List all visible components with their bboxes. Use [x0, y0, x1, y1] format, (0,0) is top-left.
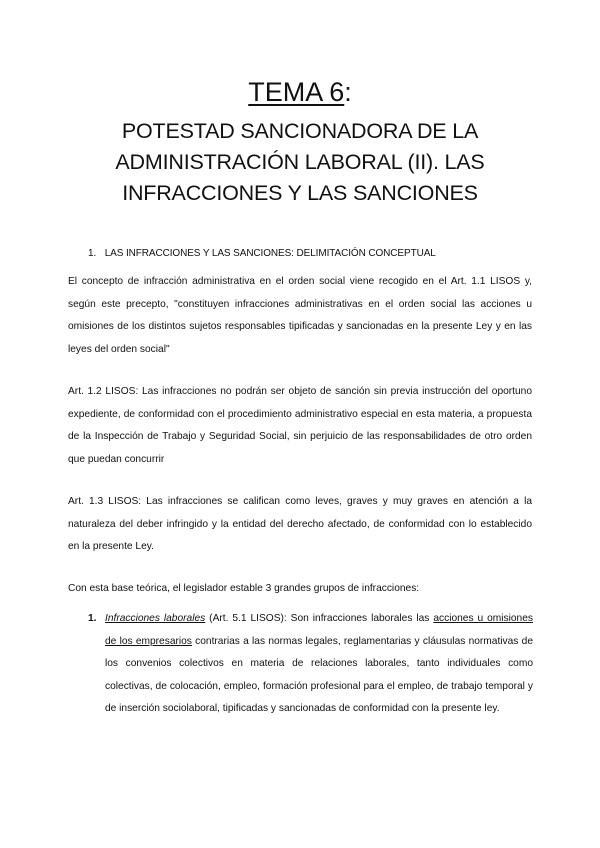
- title-line: INFRACCIONES Y LAS SANCIONES: [122, 181, 478, 205]
- topic-heading: [0, 74, 600, 110]
- paragraph: Art. 1.3 LISOS: Las infracciones se califican como leves, graves y muy graves en atención a la naturaleza del deber infringido y la entidad del derecho afectado, de conformidad con lo establecido en la presente Ley.: [68, 496, 532, 552]
- list-item-underlined: acciones u omisiones de los empresarios: [105, 613, 533, 647]
- paragraph: El concepto de infracción administrativa en el orden social viene recogido en el Art. 1.1 LISOS y, según este precepto, "constituyen infracciones administrativas en el orden social las acciones u omisiones de los distintos sujetos responsables tipificadas y sancionadas en la presente Ley y en las leyes del orden social": [68, 276, 532, 355]
- list-item-number: 1.: [88, 613, 97, 624]
- section-heading: [88, 248, 436, 259]
- list-item-text-b: contrarias a las normas legales, reglamentarias y cláusulas normativas de los convenios colectivos en materia de relaciones laborales, tanto individuales como colectivas, de colocación, empleo, formación profesional para el empleo, de trabajo temporal y de inserción sociolaboral, tipificadas y sancionadas de conformidad con la presente ley.: [105, 635, 533, 714]
- list-item-term: Infracciones laborales: [105, 613, 206, 624]
- document-title: [0, 116, 600, 209]
- title-line: POTESTAD SANCIONADORA DE LA: [121, 119, 479, 143]
- section-title: LAS INFRACCIONES Y LAS SANCIONES: DELIMITACIÓN CONCEPTUAL: [104, 248, 436, 259]
- section-number: 1.: [88, 248, 97, 259]
- title-line: ADMINISTRACIÓN LABORAL (II). LAS: [115, 150, 485, 174]
- list-item-text: [105, 608, 533, 721]
- list-item: [88, 608, 533, 721]
- topic-colon: :: [344, 77, 352, 107]
- topic-label: TEMA 6: [248, 77, 345, 107]
- paragraph: Art. 1.2 LISOS: Las infracciones no podrán ser objeto de sanción sin previa instrucción del oportuno expediente, de conformidad con el procedimiento administrativo especial en esta materia, a propuesta de la Inspección de Trabajo y Seguridad Social, sin perjuicio de las responsabilidades de otro orden que puedan concurrir: [68, 386, 532, 465]
- paragraph: Con esta base teórica, el legislador estable 3 grandes grupos de infracciones:: [68, 583, 420, 594]
- list-item-text-a: (Art. 5.1 LISOS): Son infracciones laborales las: [205, 613, 434, 624]
